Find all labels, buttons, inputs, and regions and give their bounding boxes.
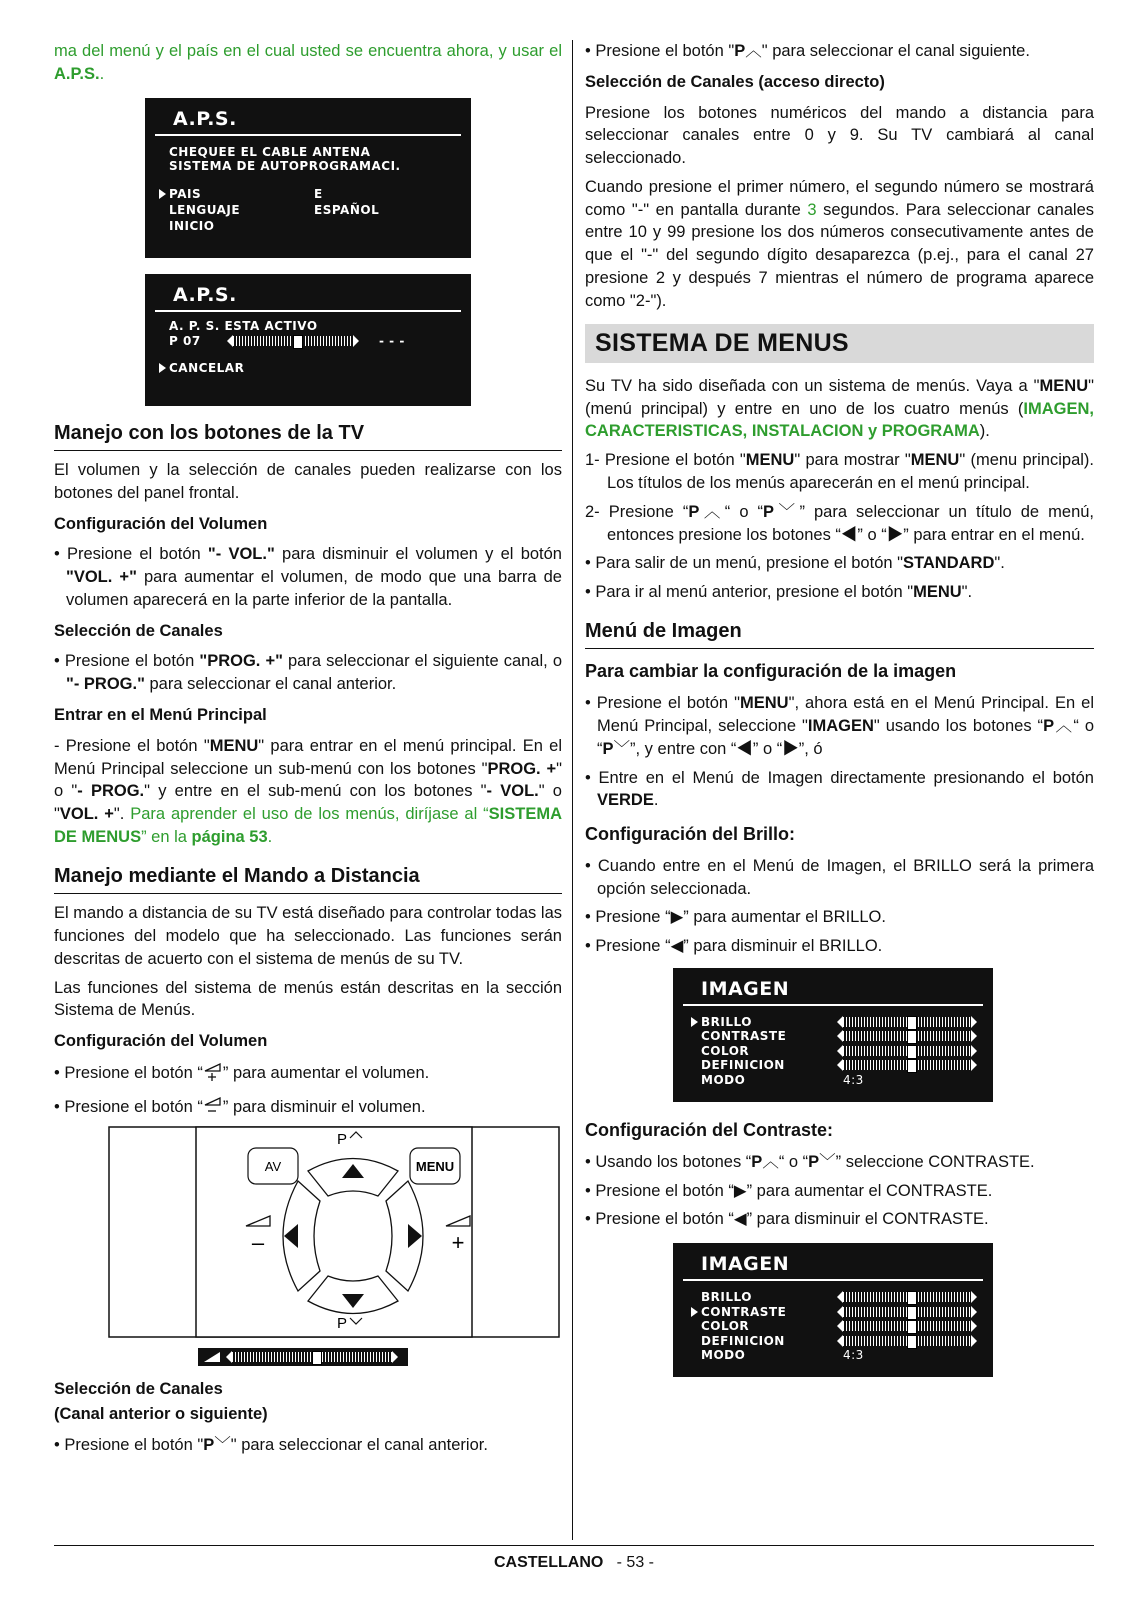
aps-title: A.P.S.	[173, 107, 237, 130]
osd-rule	[155, 310, 461, 312]
bullet-brillo-2: • Presione “▶” para aumentar el BRILLO.	[585, 908, 886, 927]
bullet-contraste-1: • Usando los botones “P︿“ o “P﹀” seleccione CONTRASTE.	[585, 1152, 1035, 1171]
text-acceso-directo-2: Cuando presione el primer número, el segundo número se mostrará como "-" en pantalla durante 3 segundos. Para seleccionar canales entre 10 y 99 presione los dos números consecutivamente antes de que el "-" del segundo dígito desaparezca (p.ej., para el canal 27 presione 2 y después 7 mientras el número de programa aparece como "2-").	[585, 177, 1094, 310]
level-bar-definicion[interactable]	[843, 1336, 971, 1346]
aps-progress-bar	[233, 336, 353, 346]
aps-screen-1	[145, 98, 471, 258]
heading-manejo-tv: Manejo con los botones de la TV	[54, 420, 562, 452]
heading-config-volumen-2: Configuración del Volumen	[54, 1032, 268, 1051]
volume-wedge-icon	[202, 1350, 222, 1364]
right-column	[585, 40, 1094, 1377]
aps-cancel[interactable]: CANCELAR	[159, 360, 244, 376]
level-bar-brillo[interactable]	[843, 1292, 971, 1302]
text-acceso-directo-1: Presione los botones numéricos del mando a distancia para seleccionar canales entre 0 y 9. Su TV cambiará al canal seleccionado.	[585, 103, 1094, 168]
bullet-canal-siguiente: • Presione el botón "P︿" para seleccionar el canal siguiente.	[585, 42, 1030, 60]
aps-title: A.P.S.	[173, 283, 237, 306]
left-triangle-icon: ◀	[736, 739, 753, 758]
volume-knob	[312, 1351, 322, 1365]
svg-text:–: –	[251, 1230, 265, 1256]
imagen-row-modo[interactable]: MODO	[701, 1348, 746, 1363]
step-1: 1- Presione el botón "MENU" para mostrar "MENU" (menu principal). Los títulos de los menús aparecerán en el menú principal.	[585, 451, 1095, 492]
modo-value: 4:3	[843, 1348, 864, 1363]
svg-text:MENU: MENU	[415, 1159, 455, 1175]
p-down-icon: ﹀	[613, 739, 631, 758]
bullet-cambiar-imagen: • Presione el botón "MENU", ahora está en el Menú Principal. En el Menú Principal, seleccione "IMAGEN" usando los botones “P︿“ o “P﹀”, y entre con “◀” o “▶”, ó	[585, 694, 1095, 758]
level-knob	[907, 1059, 917, 1073]
remote-svg	[108, 1126, 560, 1338]
heading-contraste: Configuración del Contraste:	[585, 1119, 834, 1140]
bullet-canal-anterior: • Presione el botón "P﹀" para seleccionar el canal anterior.	[54, 1435, 488, 1454]
aps-program-number: P 07	[169, 333, 201, 348]
level-bar-contraste[interactable]	[843, 1031, 971, 1041]
text-mando-2: Las funciones del sistema de menús están descritas en la sección Sistema de Menús.	[54, 978, 562, 1020]
imagen-row-brillo[interactable]: BRILLO	[701, 1290, 752, 1305]
left-triangle-icon: ◀	[670, 937, 684, 956]
volume-up-icon	[203, 1061, 223, 1081]
osd-rule	[155, 134, 461, 136]
imagen-row-definicion[interactable]: DEFINICION	[701, 1058, 785, 1073]
volume-level-bar	[232, 1352, 392, 1362]
selector-arrow-icon	[691, 1307, 698, 1317]
heading-sistema-menus: SISTEMA DE MENUS	[585, 324, 1094, 363]
modo-value: 4:3	[843, 1072, 864, 1087]
level-knob	[907, 1335, 917, 1349]
selector-arrow-icon	[159, 363, 166, 373]
remote-control-diagram	[108, 1126, 560, 1338]
level-knob	[907, 1320, 917, 1334]
right-triangle-icon: ▶	[886, 525, 904, 544]
imagen-row-color[interactable]: COLOR	[701, 1043, 750, 1058]
heading-menu-imagen: Menú de Imagen	[585, 618, 1094, 650]
level-knob	[907, 1016, 917, 1030]
svg-text:+: +	[451, 1230, 465, 1256]
imagen-title: IMAGEN	[701, 1253, 790, 1276]
selector-arrow-icon	[159, 189, 166, 199]
p-down-icon: ﹀	[214, 1435, 231, 1454]
text-sistema-menus: Su TV ha sido diseñada con un sistema de menús. Vaya a "MENU" (menú principal) y entre en uno de los cuatro menús (IMAGEN, CARACTERISTICAS, INSTALACION y PROGRAMA).	[585, 376, 1094, 441]
level-knob	[907, 1045, 917, 1059]
svg-text:AV: AV	[264, 1159, 282, 1175]
heading-canal-anterior: Selección de Canales	[54, 1380, 223, 1399]
page-footer: CASTELLANO - 53 -	[54, 1545, 1094, 1574]
osd-rule	[683, 1004, 983, 1006]
heading-acceso-directo: Selección de Canales (acceso directo)	[585, 72, 885, 91]
right-triangle-icon: ▶	[782, 739, 799, 758]
imagen-title: IMAGEN	[701, 977, 790, 1000]
level-knob	[907, 1030, 917, 1044]
bullet-vol-down: • Presione el botón “ ” para disminuir el volumen.	[54, 1095, 562, 1119]
level-bar-contraste[interactable]	[843, 1307, 971, 1317]
aps-line-2: SISTEMA DE AUTOPROGRAMACI.	[169, 158, 401, 173]
heading-seleccion-canales: Selección de Canales	[54, 621, 223, 640]
imagen-row-contraste[interactable]: CONTRASTE	[701, 1029, 787, 1044]
bullet-verde: • Entre en el Menú de Imagen directamente presionando el botón VERDE.	[585, 768, 1094, 810]
imagen-menu-screen-1	[673, 968, 993, 1102]
bullet-brillo-1: • Cuando entre en el Menú de Imagen, el BRILLO será la primera opción seleccionada.	[585, 856, 1094, 898]
p-up-icon: ︿	[699, 502, 725, 521]
bullet-canales: • Presione el botón "PROG. +" para seleccionar el siguiente canal, o "- PROG." para seleccionar el canal anterior.	[54, 652, 562, 694]
bullet-anterior: • Para ir al menú anterior, presione el botón "MENU".	[585, 583, 973, 602]
imagen-row-definicion[interactable]: DEFINICION	[701, 1333, 785, 1348]
left-column	[54, 40, 562, 1463]
imagen-row-color[interactable]: COLOR	[701, 1319, 750, 1334]
level-bar-color[interactable]	[843, 1046, 971, 1056]
heading-menu-principal: Entrar en el Menú Principal	[54, 706, 267, 725]
left-triangle-icon: ◀	[840, 525, 858, 544]
imagen-row-contraste[interactable]: CONTRASTE	[701, 1304, 786, 1321]
level-bar-brillo[interactable]	[843, 1017, 971, 1027]
bullet-contraste-2: • Presione el botón “▶” para aumentar el CONTRASTE.	[585, 1181, 993, 1200]
imagen-row-modo[interactable]: MODO	[701, 1072, 746, 1087]
p-up-icon: ︿	[745, 42, 762, 60]
p-up-icon: ︿	[762, 1152, 779, 1171]
bullet-vol-up: • Presione el botón “ ” para aumentar el volumen.	[54, 1061, 562, 1085]
volume-down-icon	[203, 1095, 223, 1115]
p-up-icon: ︿	[1054, 717, 1074, 735]
heading-cambiar-config: Para cambiar la configuración de la imagen	[585, 661, 957, 682]
aps-active-text: A. P. S. ESTA ACTIVO	[169, 318, 318, 333]
aps-screen-2	[145, 274, 471, 406]
imagen-row-brillo[interactable]: BRILLO	[701, 1014, 752, 1031]
aps-row-inicio[interactable]: INICIO	[169, 218, 215, 233]
step-2: 2- Presione “P︿“ o “P﹀” para seleccionar un título de menú, entonces presione los botones “◀” o “▶” para entrar en el menú.	[585, 502, 1094, 544]
heading-mando-distancia: Manejo mediante el Mando a Distancia	[54, 863, 562, 895]
osd-rule	[683, 1279, 983, 1281]
bullet-salir: • Para salir de un menú, presione el botón "STANDARD".	[585, 554, 1005, 573]
p-down-icon: ﹀	[774, 502, 800, 521]
level-bar-color[interactable]	[843, 1321, 971, 1331]
progress-knob	[293, 335, 303, 349]
selector-arrow-icon	[691, 1017, 698, 1027]
av-button[interactable]	[248, 1148, 298, 1184]
aps-line-1: CHEQUEE EL CABLE ANTENA	[169, 144, 371, 159]
heading-config-volumen: Configuración del Volumen	[54, 514, 268, 533]
svg-text:P: P	[336, 1315, 348, 1333]
menu-button[interactable]	[410, 1148, 460, 1184]
level-bar-definicion[interactable]	[843, 1060, 971, 1070]
level-knob	[907, 1291, 917, 1305]
svg-text:P: P	[336, 1131, 348, 1149]
level-knob	[907, 1306, 917, 1320]
text-menu-principal: - Presione el botón "MENU" para entrar en el menú principal. En el Menú Principal seleccione un sub-menú con los botones "PROG. +" o "- PROG." y entre en el sub-menú con los botones "- VOL." o "VOL. +". Para aprender el uso de los menús, diríjase al “SISTEMA DE MENUS” en la página 53.	[54, 736, 562, 846]
intro-text: ma del menú y el país en el cual usted se encuentra ahora, y usar el A.P.S..	[54, 42, 562, 83]
p-down-icon: ﹀	[819, 1152, 836, 1171]
aps-dashes: - - -	[379, 333, 405, 348]
heading-brillo: Configuración del Brillo:	[585, 824, 795, 845]
bullet-contraste-3: • Presione el botón “◀” para disminuir el CONTRASTE.	[585, 1210, 989, 1229]
aps-row-pais[interactable]: PAIS E	[159, 186, 459, 202]
heading-canal-anterior-sub: (Canal anterior o siguiente)	[54, 1405, 268, 1424]
aps-row-lenguaje[interactable]: LENGUAJE ESPAÑOL	[169, 202, 380, 217]
text-mando-1: El mando a distancia de su TV está diseñado para controlar todas las funciones del modelo que ha seleccionado. Las funciones serán descritas de acuerto con el sistema de menús de su TV.	[54, 904, 562, 968]
text-tv: El volumen y la selección de canales pueden realizarse con los botones del panel frontal.	[54, 461, 562, 502]
left-triangle-icon: ◀	[733, 1210, 747, 1229]
bullet-brillo-3: • Presione “◀” para disminuir el BRILLO.	[585, 937, 883, 956]
volume-bar-osd	[198, 1348, 408, 1366]
right-triangle-icon: ▶	[670, 908, 684, 927]
bullet-volumen: • Presione el botón "- VOL." para disminuir el volumen y el botón "VOL. +" para aumentar el volumen, de modo que una barra de volumen aparecerá en la parte inferior de la pantalla.	[54, 545, 562, 609]
right-triangle-icon: ▶	[733, 1181, 747, 1200]
column-divider	[572, 40, 573, 1540]
imagen-menu-screen-2	[673, 1243, 993, 1377]
